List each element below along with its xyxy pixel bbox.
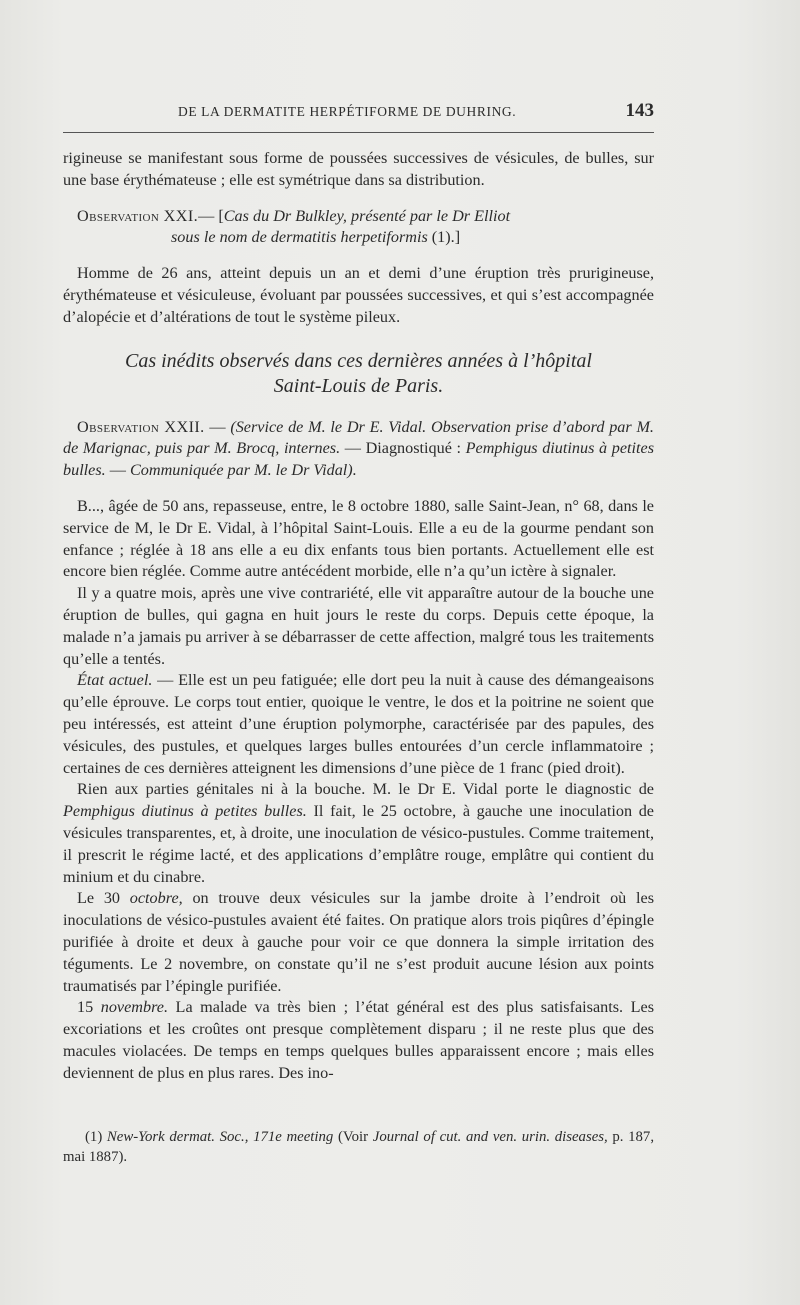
page-header bbox=[178, 100, 654, 122]
observation-21-case-line1: Cas du Dr Bulkley, présenté par le Dr Elliot bbox=[223, 206, 511, 225]
footnote-reference: (1).] bbox=[427, 228, 461, 247]
observation-22-paragraph-4: Rien aux parties génitales ni à la bouche. M. le Dr E. Vidal porte le diagnostic de Pemphigus diutinus à petites bulles. Il fait, le 25 octobre, à gauche une inoculation de vésicules transparentes, et, à droite, une inoculation de vésico-pustules. Comme traitement, il prescrit le régime lacté, et des applications d’emplâtre rouge, emplâtre qui contient du minium et du cinabre. bbox=[63, 780, 654, 886]
observation-22-paragraph-2: Il y a quatre mois, après une vive contrariété, elle vit apparaître autour de la bouche une éruption de bulles, qui gagna en huit jours le reste du corps. Depuis cette époque, la malade n’a jamais pu arriver à se débarrasser de cette affection, malgré tous les traitements qu’elle a tentés. bbox=[63, 584, 654, 668]
page-number: 143 bbox=[625, 100, 654, 121]
observation-22-title: Observation XXII. bbox=[77, 417, 205, 436]
observation-22-paragraph-5: Le 30 octobre, on trouve deux vésicules sur la jambe droite à l’endroit où les inoculations de vésico-pustules avaient été faites. On pratique alors trois piqûres d’épingle purifiée à droite et deux à gauche pour voir ce que donnera la simple irritation des téguments. Le 2 novembre, on constate qu’il ne s’est produit aucune lésion aux points traumatisés par l’épingle purifiée. bbox=[63, 889, 654, 995]
running-title: DE LA DERMATITE HERPÉTIFORME DE DUHRING. bbox=[178, 104, 517, 119]
observation-22-paragraph-1: B..., âgée de 50 ans, repasseuse, entre, le 8 octobre 1880, salle Saint-Jean, n° 68, dans le service de M, le Dr E. Vidal, à l’hôpital Saint-Louis. Elle a eu de la gourme pendant son enfance ; réglée à 18 ans elle a eu dix enfants tous bien portants. Actuellement elle est encore bien réglée. Comme autre antécédent morbide, elle n’a qu’un ictère à signaler. bbox=[63, 496, 654, 581]
main-text bbox=[63, 148, 654, 1084]
observation-21-heading: Observation XXI.— [Cas du Dr Bulkley, présenté par le Dr Elliot bbox=[77, 206, 511, 225]
observation-22-heading: Observation XXII. — (Service de M. le Dr E. Vidal. Observation prise d’abord par M. de Marignac, puis par M. Brocq, internes. — Diagnostiqué : Pemphigus diutinus à petites bulles. — Communiquée par M. le Dr Vidal). bbox=[63, 417, 654, 480]
observation-21-body: Homme de 26 ans, atteint depuis un an et demi d’une éruption très prurigineuse, érythémateuse et vésiculeuse, évoluant par poussées successives, et qui s’est accompagnée d’alopécie et d’altérations de tout le système pileux. bbox=[63, 264, 654, 326]
footnote bbox=[63, 1128, 654, 1167]
footnote-1: (1) New-York dermat. Soc., 171e meeting (Voir Journal of cut. and ven. urin. diseases, p. 187, mai 1887). bbox=[63, 1129, 655, 1165]
section-heading: Cas inédits observés dans ces dernières années à l’hôpital Saint-Louis de Paris. bbox=[125, 349, 592, 397]
observation-21-heading-line2 bbox=[63, 227, 654, 249]
paragraph-continuation: rigineuse se manifestant sous forme de poussées successives de vésicules, de bulles, sur une base érythémateuse ; elle est symétrique dans sa distribution. bbox=[63, 149, 654, 189]
observation-21-case-line2: sous le nom de dermatitis herpetiformis bbox=[171, 228, 428, 247]
observation-22-paragraph-6: 15 novembre. La malade va très bien ; l’état général est des plus satisfaisants. Les excoriations et les croûtes ont presque complètement disparu ; il ne reste plus que des macules violacées. De temps en temps quelques bulles apparaissent encore ; mais elles deviennent de plus en plus rares. Des ino- bbox=[63, 998, 654, 1082]
header-rule bbox=[63, 132, 654, 133]
observation-21-title: Observation XXI. bbox=[77, 206, 199, 225]
observation-22-paragraph-3: État actuel. — Elle est un peu fatiguée; elle dort peu la nuit à cause des démangeaisons qu’elle éprouve. Le corps tout entier, quoique le ventre, le dos et la poitrine ne soient que peu intéressés, est atteint d’une éruption polymorphe, caractérisée par des papules, des vésicules, des pustules, et quelques larges bulles entourées d’un cercle inflammatoire ; certaines de ces dernières atteignent les dimensions d’une pièce de 1 franc (pied droit). bbox=[63, 671, 654, 777]
